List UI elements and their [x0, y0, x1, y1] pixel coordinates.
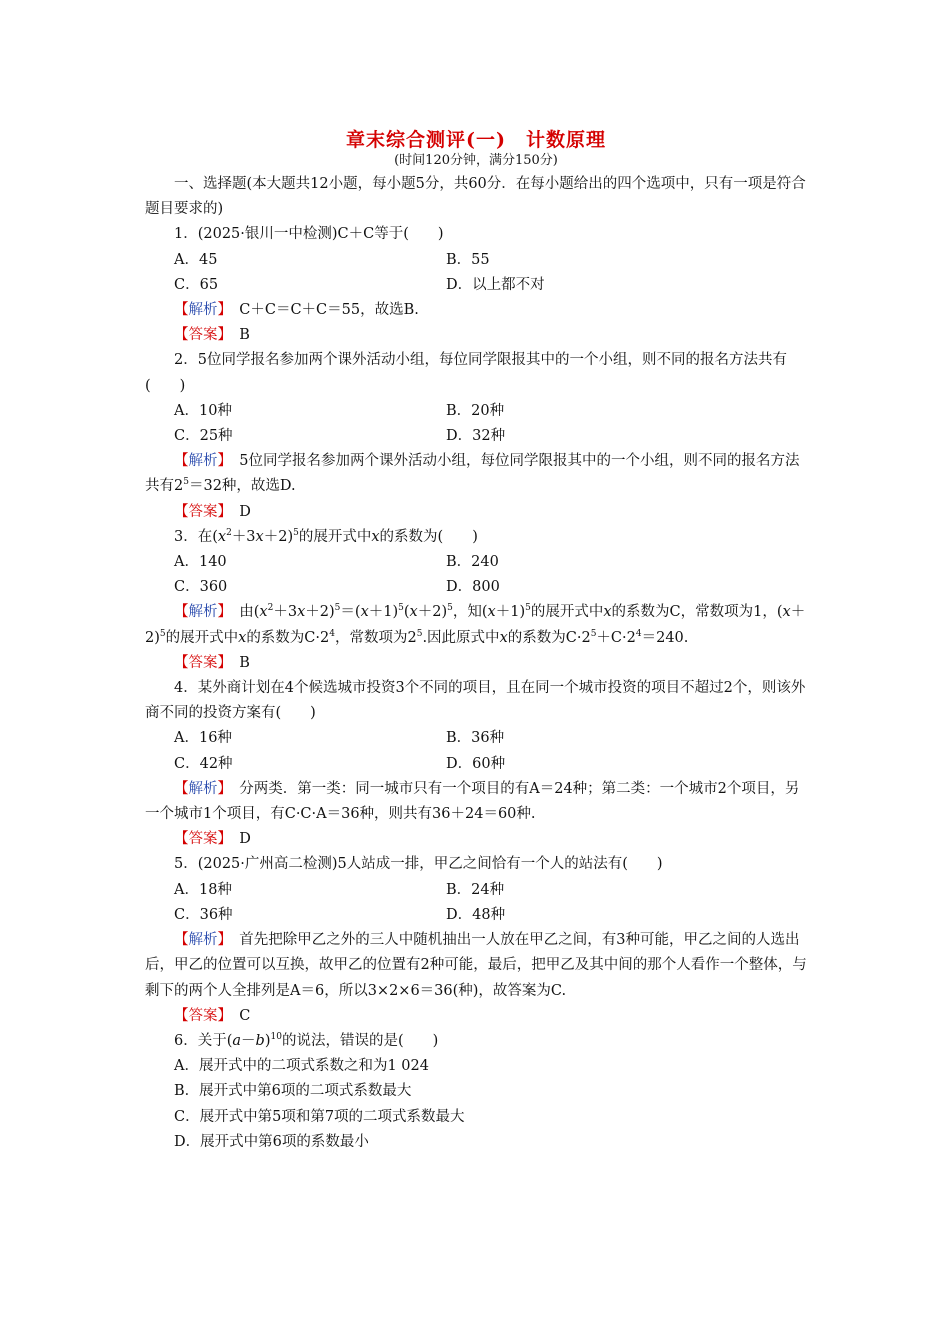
option-c: C．65	[174, 276, 219, 293]
option-c: C．展开式中第5项和第7项的二项式系数最大	[174, 1108, 465, 1125]
section-intro: 一、选择题(本大题共12小题，每小题5分，共60分．在每小题给出的四个选项中，只有一项是符合题目要求的)	[145, 176, 806, 218]
question-4-analysis: 【解析】 分两类．第一类：同一城市只有一个项目的有A＝24种；第二类：一个城市2个项目，另一个城市1个项目，有C·C·A＝36种，则共有36＋24＝60种.	[145, 780, 800, 823]
option-d: D．展开式中第6项的系数最小	[174, 1133, 369, 1150]
question-5-options-row-1	[145, 878, 807, 903]
option-b: B．展开式中第6项的二项式系数最大	[174, 1083, 412, 1100]
question-3-stem: 3．在$(x^2+3x+2)^5$的展开式中x的系数为( )	[174, 527, 478, 545]
option-b: B．20种	[446, 402, 505, 419]
answer-label: 答案	[188, 503, 218, 520]
option-d: D．60种	[446, 755, 506, 772]
question-3-answer: 【答案】 B	[174, 654, 250, 671]
question-5-options-row-2	[145, 903, 807, 928]
answer-label: 答案	[188, 327, 218, 344]
option-a: A．展开式中的二项式系数之和为1 024	[174, 1058, 429, 1075]
question-4-answer: 【答案】 D	[174, 831, 251, 848]
answer-label: 答案	[188, 831, 218, 848]
question-1-options-row-1	[145, 248, 807, 273]
option-b: B．55	[446, 251, 490, 268]
option-a: A．18种	[174, 881, 232, 898]
option-d: D．48种	[446, 906, 506, 923]
answer-label: 答案	[188, 1007, 218, 1024]
analysis-label: 解析	[188, 453, 218, 470]
option-a: A．140	[174, 554, 227, 571]
question-3-options-row-1	[145, 550, 807, 575]
question-1-options-row-2	[145, 273, 807, 298]
option-c: C．25种	[174, 428, 233, 445]
option-b: B．24种	[446, 881, 505, 898]
question-2-answer: 【答案】 D	[174, 503, 251, 520]
question-3-options-row-2	[145, 575, 807, 600]
option-a: A．10种	[174, 402, 232, 419]
question-4-options-row-1	[145, 726, 807, 751]
question-1-stem: 1．(2025·银川一中检测)C＋C等于( )	[174, 226, 444, 243]
question-3-analysis: 【解析】 由$(x^2+3x+2)^5=(x+1)^5(x+2)^5$，知$(x+1)^5$的展开式中x的系数为C，常数项为1，$(x+2)^5$的展开式中x的系数为$C\cdot 2^4$，常数项为$2^5$.因此原式中x的系数为$C\cdot 2^5+C\cdot 2^4=240$.	[145, 603, 806, 646]
question-2-stem: 2．5位同学报名参加两个课外活动小组，每位同学限报其中的一个小组，则不同的报名方法共有( )	[145, 352, 787, 394]
question-2-options-row-2	[145, 424, 807, 449]
option-b: B．240	[446, 554, 499, 571]
analysis-label: 解析	[188, 932, 218, 949]
question-2-options-row-1	[145, 399, 807, 424]
question-5-stem: 5．(2025·广州高二检测)5人站成一排，甲乙之间恰有一个人的站法有( )	[174, 856, 663, 873]
question-4-options-row-2	[145, 752, 807, 777]
analysis-label: 解析	[188, 302, 218, 319]
page-subtitle: (时间120分钟，满分150分)	[394, 153, 558, 168]
question-1-answer: 【答案】 B	[174, 327, 250, 344]
analysis-label: 解析	[188, 604, 218, 621]
document-page	[145, 128, 807, 1155]
page-title: 章末综合测评(一) 计数原理	[346, 129, 606, 151]
question-1-analysis: 【解析】 C＋C＝C＋C＝55，故选B.	[174, 302, 419, 319]
question-6-stem: 6．关于$(a-b)^{10}$的说法，错误的是( )	[174, 1031, 439, 1049]
question-4-stem: 4．某外商计划在4个候选城市投资3个不同的项目，且在同一个城市投资的项目不超过2个，则该外商不同的投资方案有( )	[145, 680, 806, 722]
option-d: D．800	[446, 579, 500, 596]
option-a: A．16种	[174, 730, 232, 747]
option-a: A．45	[174, 251, 218, 268]
analysis-label: 解析	[188, 780, 218, 797]
question-2-analysis: 【解析】 5位同学报名参加两个课外活动小组，每位同学限报其中的一个小组，则不同的报名方法共有$2^5=32$种，故选D.	[145, 453, 800, 495]
option-d: D．以上都不对	[446, 276, 545, 293]
option-c: C．360	[174, 579, 228, 596]
option-d: D．32种	[446, 428, 506, 445]
answer-label: 答案	[188, 654, 218, 671]
option-b: B．36种	[446, 730, 505, 747]
option-c: C．36种	[174, 906, 233, 923]
question-5-analysis: 【解析】 首先把除甲乙之外的三人中随机抽出一人放在甲乙之间，有3种可能，甲乙之间的人选出后，甲乙的位置可以互换，故甲乙的位置有2种可能，最后，把甲乙及其中间的那个人看作一个整体，与剩下的两个人全排列是A＝6，所以3×2×6＝36(种)，故答案为C.	[145, 932, 807, 999]
question-5-answer: 【答案】 C	[174, 1007, 251, 1024]
option-c: C．42种	[174, 755, 233, 772]
